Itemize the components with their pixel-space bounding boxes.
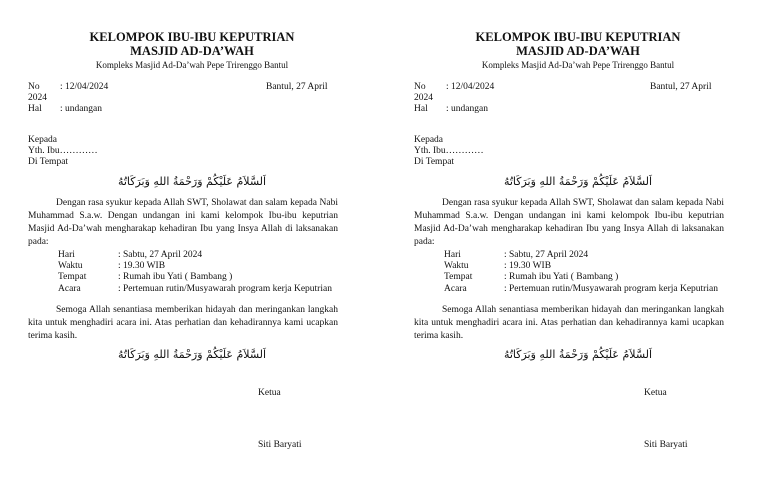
detail-value-event: : Pertemuan rutin/Musyawarah program kerja Keputrian (504, 284, 718, 294)
signature-role: Ketua (258, 388, 281, 398)
recipient-name: Yth. Ibu………… (414, 146, 484, 156)
detail-label-time: Waktu (58, 261, 83, 271)
detail-label-event: Acara (58, 284, 81, 294)
detail-value-day: : Sabtu, 27 April 2024 (504, 250, 589, 260)
subject-label: Hal (28, 104, 42, 114)
recipient-kepada: Kepada (414, 135, 444, 145)
org-title: KELOMPOK IBU-IBU KEPUTRIAN (475, 30, 681, 44)
detail-value-place: : Rumah ibu Yati ( Bambang ) (118, 272, 233, 282)
arabic-greeting-closing: اَلسَّلاَمُ عَلَيْكُمْ وَرَحْمَةُ اللهِ وَبَرَكَاتُهُ (503, 348, 653, 361)
number-value: : 12/04/2024 (60, 82, 109, 92)
signature-role: Ketua (644, 388, 667, 398)
org-subtitle-mosque: MASJID AD-DA’WAH (130, 44, 254, 58)
closing-paragraph: Semoga Allah senantiasa memberikan hidayah dan meringankan langkah kita untuk menghadiri acara ini. Atas perhatian dan kehadirannya kami ucapkan terima kasih. (414, 305, 724, 341)
place-date: Bantul, 27 April (650, 82, 712, 92)
arabic-greeting-closing: اَلسَّلاَمُ عَلَيْكُمْ وَرَحْمَةُ اللهِ وَبَرَكَاتُهُ (117, 348, 267, 361)
arabic-greeting: اَلسَّلاَمُ عَلَيْكُمْ وَرَحْمَةُ اللهِ وَبَرَكَاتُهُ (117, 175, 267, 188)
detail-label-place: Tempat (444, 272, 473, 282)
org-subtitle-mosque: MASJID AD-DA’WAH (516, 44, 640, 58)
recipient-kepada: Kepada (28, 135, 58, 145)
intro-paragraph: Dengan rasa syukur kepada Allah SWT, Sholawat dan salam kepada Nabi Muhammad S.a.w. Dengan undangan ini kami kelompok Ibu-ibu keputrian Masjid Ad-Da’wah mengharakap kehadiran Ibu yang Insya Allah di laksanakan pada: (28, 198, 338, 247)
detail-label-time: Waktu (444, 261, 469, 271)
place-date: Bantul, 27 April (266, 82, 328, 92)
subject-value: : undangan (446, 104, 488, 114)
recipient-place: Di Tempat (28, 157, 69, 167)
subject-value: : undangan (60, 104, 102, 114)
recipient-place: Di Tempat (414, 157, 455, 167)
number-value: : 12/04/2024 (446, 82, 495, 92)
detail-value-time: : 19.30 WIB (504, 261, 552, 271)
detail-value-event: : Pertemuan rutin/Musyawarah program kerja Keputrian (118, 284, 332, 294)
number-year: 2024 (28, 93, 47, 103)
recipient-name: Yth. Ibu………… (28, 146, 98, 156)
detail-label-event: Acara (444, 284, 467, 294)
detail-label-day: Hari (58, 250, 75, 260)
intro-paragraph: Dengan rasa syukur kepada Allah SWT, Sholawat dan salam kepada Nabi Muhammad S.a.w. Dengan undangan ini kami kelompok Ibu-ibu keputrian Masjid Ad-Da’wah mengharakap kehadiran Ibu yang Insya Allah di laksanakan pada: (414, 198, 724, 247)
subject-label: Hal (414, 104, 428, 114)
closing-paragraph: Semoga Allah senantiasa memberikan hidayah dan meringankan langkah kita untuk menghadiri acara ini. Atas perhatian dan kehadirannya kami ucapkan terima kasih. (28, 305, 338, 341)
invitation-letter-right (386, 0, 768, 503)
detail-value-place: : Rumah ibu Yati ( Bambang ) (504, 272, 619, 282)
detail-value-day: : Sabtu, 27 April 2024 (118, 250, 203, 260)
org-title: KELOMPOK IBU-IBU KEPUTRIAN (89, 30, 295, 44)
detail-label-place: Tempat (58, 272, 87, 282)
detail-value-time: : 19.30 WIB (118, 261, 166, 271)
number-label: No (414, 82, 426, 92)
number-year: 2024 (414, 93, 433, 103)
org-address: Kompleks Masjid Ad-Da’wah Pepe Trirenggo Bantul (481, 60, 675, 70)
signature-name: Siti Baryati (258, 440, 302, 450)
signature-name: Siti Baryati (644, 440, 688, 450)
arabic-greeting: اَلسَّلاَمُ عَلَيْكُمْ وَرَحْمَةُ اللهِ وَبَرَكَاتُهُ (503, 175, 653, 188)
number-label: No (28, 82, 40, 92)
org-address: Kompleks Masjid Ad-Da’wah Pepe Trirenggo Bantul (95, 60, 289, 70)
detail-label-day: Hari (444, 250, 461, 260)
